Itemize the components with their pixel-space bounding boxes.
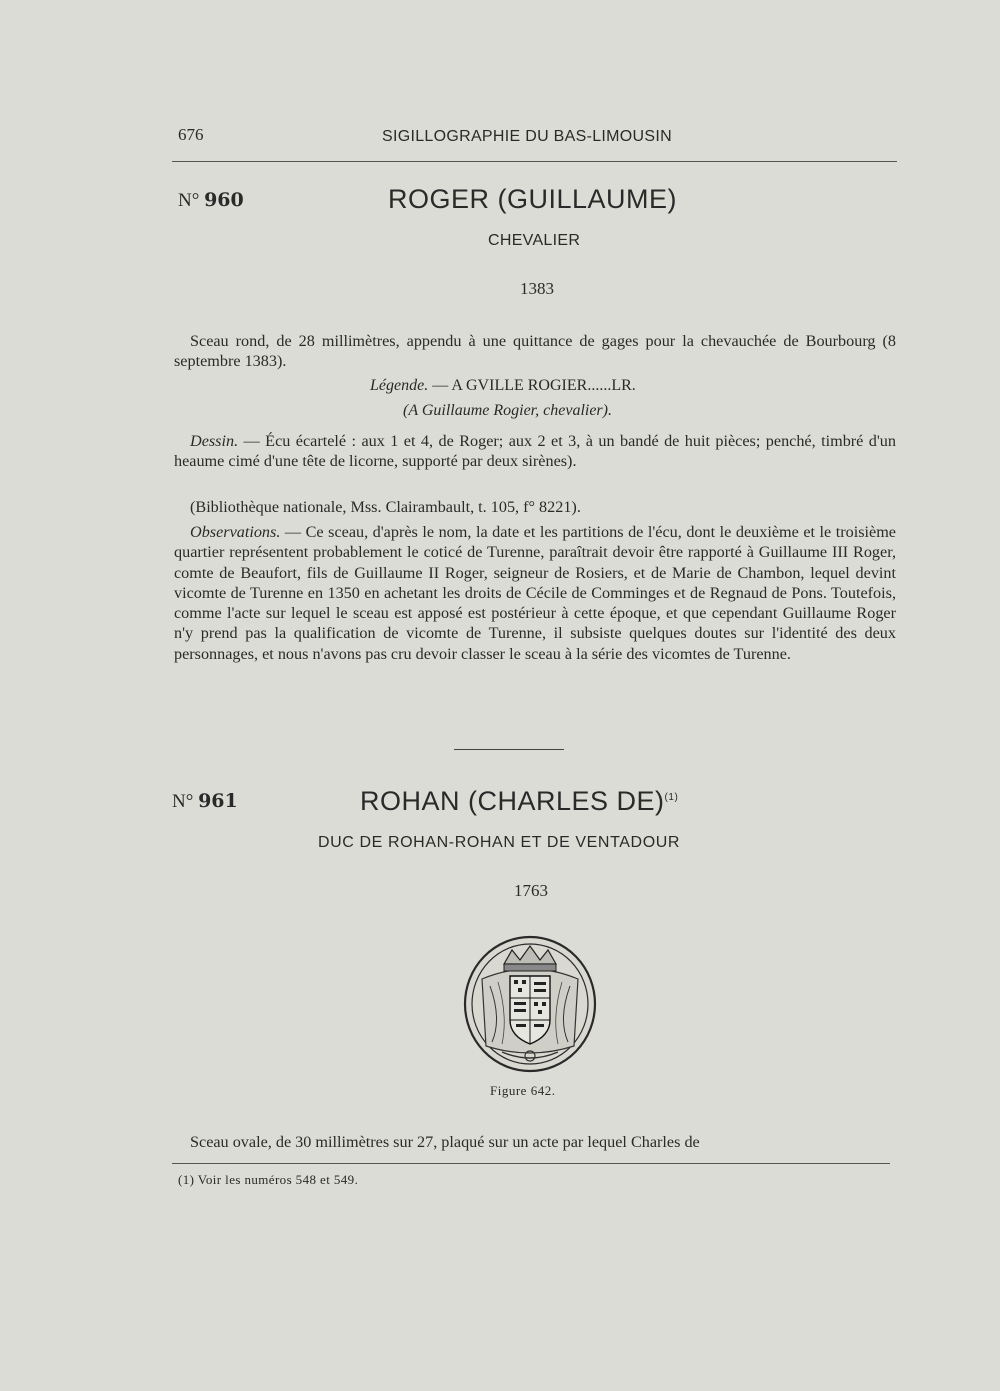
entry-number-prefix: N° <box>172 791 194 812</box>
entry-960-year: 1383 <box>520 279 554 298</box>
entry-961-year: 1763 <box>514 881 548 900</box>
legend-text: A GVILLE ROGIER......LR. <box>451 377 636 394</box>
entry-number-prefix: N° <box>178 190 200 211</box>
entry-961-name: ROHAN (CHARLES DE)$^{(1)}$ <box>360 786 679 816</box>
entry-960-observations: Observations. — Ce sceau, d'après le nom, la date et les partitions de l'écu, dont le deuxième et le troisième quartier représentent probablement le coticé de Turenne, paraîtrait devoir être rapporté à Guillaume III Roger, comte de Beaufort, fils de Guillaume II Roger, seigneur de Rosiers, et de Marie de Chambon, lequel devint vicomte de Turenne en 1350 en achetant les droits de Cécile de Comminges et de Regnaud de Pons. Toutefois, comme l'acte sur lequel le sceau est apposé est postérieur à cette époque, et que cependant Guillaume Roger n'y prend pas la qualification de vicomte de Turenne, il subsiste quelques doutes sur l'identité des deux personnages, et nous n'avons pas cru devoir classer le sceau à la série des vicomtes de Turenne. <box>174 523 896 663</box>
entry-number-value: 960 <box>204 189 244 211</box>
entry-960-title: CHEVALIER <box>488 232 581 249</box>
drawing-label: Dessin. <box>190 432 239 450</box>
entry-960-drawing: Dessin. — Écu écartelé : aux 1 et 4, de Roger; aux 2 et 3, à un bandé de huit pièces; penché, timbré d'un heaume cimé d'une tête de licorne, supporté par deux sirènes). <box>174 432 896 471</box>
entry-960-name: ROGER (GUILLAUME) <box>388 184 678 214</box>
entry-961-title: DUC DE ROHAN-ROHAN ET DE VENTADOUR <box>318 834 681 851</box>
entry-number-value: 961 <box>198 790 238 812</box>
entry-961-description: Sceau ovale, de 30 millimètres sur 27, plaqué sur un acte par lequel Charles de <box>190 1133 700 1151</box>
footnote-ref: (1) <box>664 792 679 803</box>
figure-caption: Figure 642. <box>490 1083 556 1098</box>
entry-960-number <box>178 189 244 212</box>
seal-figure <box>462 934 598 1079</box>
legend-label: Légende. <box>370 377 429 394</box>
section-separator <box>454 749 564 750</box>
seal-coat-of-arms-icon <box>462 934 598 1074</box>
observations-label: Observations. <box>190 523 281 541</box>
entry-961-number <box>172 790 238 813</box>
page-number: 676 <box>178 125 204 144</box>
header-rule <box>172 161 897 162</box>
entry-960-description: Sceau rond, de 28 millimètres, appendu à une quittance de gages pour la chevauchée de Bourbourg (8 septembre 1383). <box>174 332 896 371</box>
running-title: SIGILLOGRAPHIE DU BAS-LIMOUSIN <box>382 128 672 145</box>
entry-960-source: (Bibliothèque nationale, Mss. Clairambault, t. 105, f° 8221). <box>190 498 581 516</box>
entry-960-legend-translation: (A Guillaume Rogier, chevalier). <box>403 402 612 419</box>
footnote: (1) Voir les numéros 548 et 549. <box>178 1172 359 1187</box>
footnote-rule <box>172 1163 890 1164</box>
entry-960-legend: Légende. — A GVILLE ROGIER......LR. <box>370 377 636 394</box>
